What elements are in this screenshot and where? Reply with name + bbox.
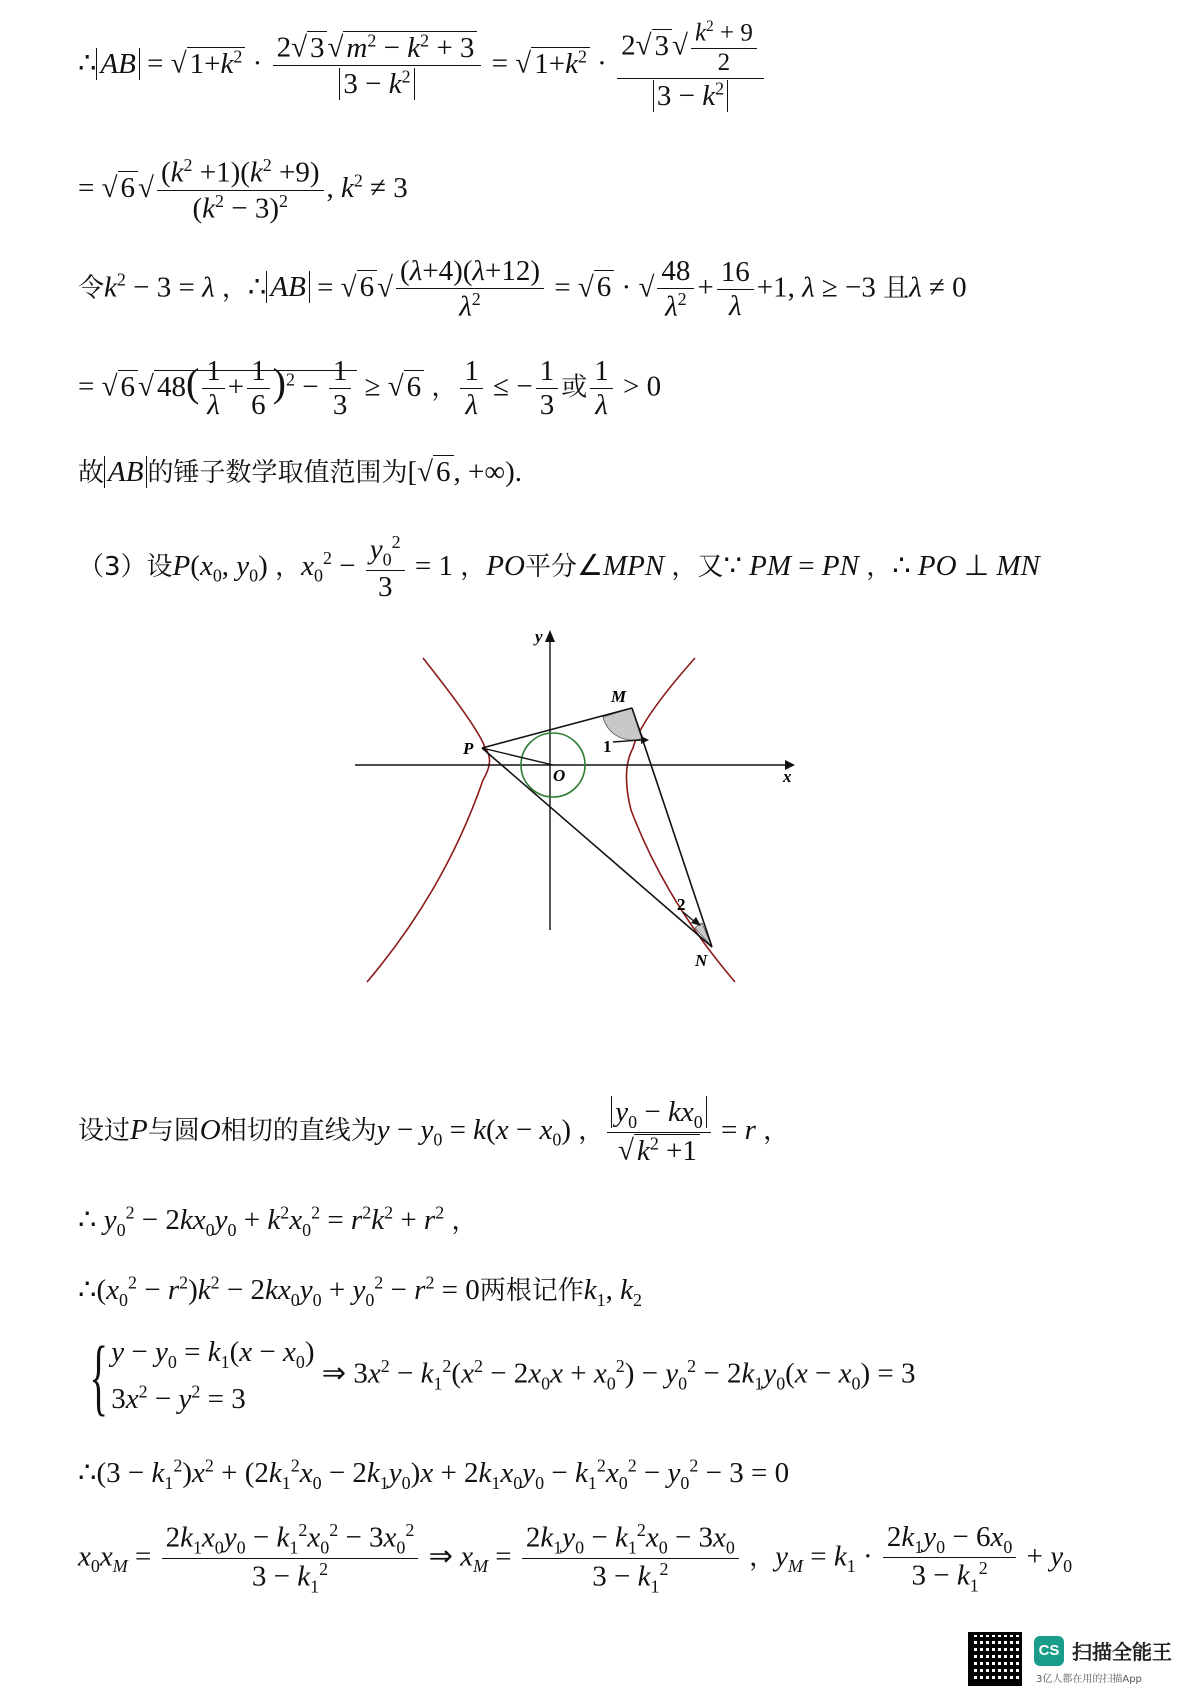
hyperbola-left-branch xyxy=(367,658,490,982)
formula-line-7: 设过P与圆O相切的直线为$y - y_0 = k(x - x_0)$ ， $\frac{y_0 - kx_0}{√ k^2 +1}$ = r ， xyxy=(78,1096,790,1168)
formula-line-1: ∴ AB = √ $1+k^2$ · $\frac{2√ 3 √ m^2 - k^2 + 3}{3 - k^2}$ = √ $1+k^2$ · 2√ 3 √ $\frac{k^2 + 9}{2}$ $3 - k^2$ xyxy=(78,18,767,114)
label-n: N xyxy=(695,951,708,970)
label-angle-1: 1 xyxy=(603,737,612,756)
brand-name: 扫描全能王 xyxy=(1072,1640,1172,1664)
y-axis-arrow xyxy=(545,630,555,642)
brand-tagline: 3亿人都在用的扫描App xyxy=(1036,1674,1142,1685)
y-axis-label: y xyxy=(535,627,543,646)
conclusion-line: 故 AB 的锤子数学取值范围为[√ 6 , +∞). xyxy=(78,456,522,488)
formula-line-11: ∴(3 − $k_1^2)x^2 + (2k_1^2x_0 - 2k_1y_0)x + 2k_1x_0y_0 - k_1^2x_0^2 - y_0^2 - 3 = 0$ xyxy=(78,1455,790,1493)
line-pn xyxy=(482,748,712,947)
x-axis-label: x xyxy=(783,767,792,786)
qr-code-icon xyxy=(968,1632,1022,1686)
line-mn xyxy=(632,708,712,947)
formula-line-8: ∴ $y_0^2 - 2kx_0y_0 + k^2x_0^2 = r^2k^2 + r^2$ ， xyxy=(78,1202,478,1240)
formula-line-12: $x_0x_M$ = $\frac{2k_1x_0y_0 - k_1^2x_0^2 - 3x_0^2}{3 - k_1^2}$ ⇒ $x_M$ = $\frac{2k_1y_0 - k_1^2x_0 - 3x_0}{3 - k_1^2}$ ，$y_M = k_1$ · $\frac{2k_1y_0 - 6x_0}{3 - k_1^2}$ + $y_0$ xyxy=(78,1520,1073,1597)
arrow-1 xyxy=(613,740,641,742)
formula-line-9: $\therefore(x_0^2 - r^2)k^2 - 2kx_0y_0 + y_0^2 - r^2 = 0$两根记作$k_1$, $k_2$ xyxy=(78,1272,643,1310)
hyperbola-figure xyxy=(385,627,845,990)
arrow-2-head xyxy=(691,917,701,926)
arrow-1-head xyxy=(641,736,649,744)
hyperbola-right-branch xyxy=(626,658,735,982)
formula-line-4: = √ 6 √ 48( $\frac{1}{\lambda}$ + $\frac{1}{6}$ )$^2$ − $\frac{1}{3}$ ≥ √ 6 ， $\frac{1}{\lambda}$ ≤ − $\frac{1}{3}$ 或 $\frac{1}{\lambda}$ > 0 xyxy=(78,355,662,422)
formula-line-10: { $y - y_0 = k_1(x - x_0)$ $3x^2 - y^2 = 3$ ⇒ $3x^2 - k_1^2(x^2 - 2x_0x + x_0^2) - y_0^2 - 2k_1y_0(x - x_0) = 3$ xyxy=(89,1327,916,1424)
camscanner-logo: CS xyxy=(1034,1636,1064,1666)
label-angle-2: 2 xyxy=(677,895,686,914)
part3-heading: （3）设$P(x_0$, $y_0$) ，$x_0^2$ − $\frac{y_0^2}{3}$ = 1 ，PO平分∠MPN ，又∵ PM = PN ，∴ PO ⊥ MN xyxy=(78,532,1040,604)
label-p: P xyxy=(463,739,474,758)
formula-line-3: 令$k^2 - 3 = \lambda$ ，∴ AB = √ 6 √ $\frac{(\lambda+4)(\lambda+12)}{\lambda^2}$ = √ 6 · √ $\frac{48}{\lambda^2}$ + $\frac{16}{\lambda}$ +1, λ ≥ −3 且λ ≠ 0 xyxy=(78,255,967,323)
formula-line-2: = √ 6 √ $\frac{(k^2 +1)(k^2 +9)}{(k^2 - 3)^2}$ , $k^2 \ne 3$ xyxy=(78,155,408,225)
label-m: M xyxy=(611,687,627,706)
label-o: O xyxy=(553,766,566,785)
